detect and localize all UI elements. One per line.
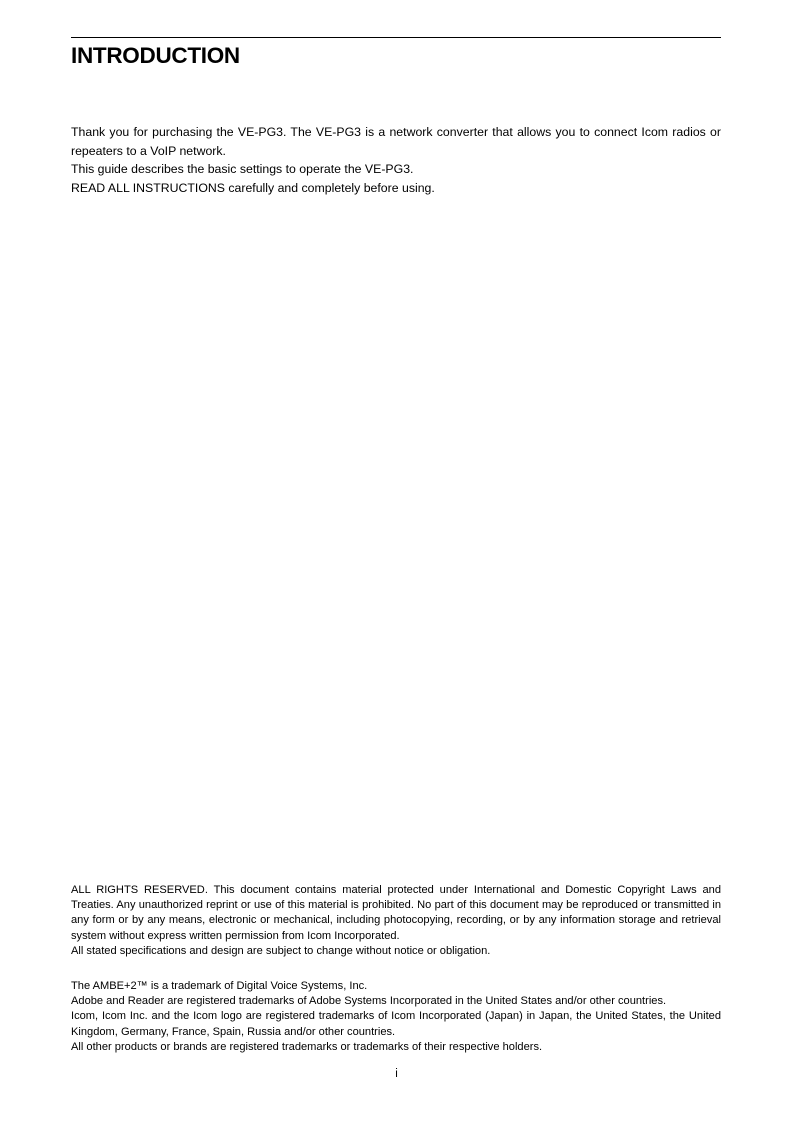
- trademark-icom-text: Icom, Icom Inc. and the Icom logo are registered trademarks of Icom Incorporated (Japan) in Japan, the United States, the United Kingdom, Germany, France, Spain, Russia and/or other countries.: [71, 1010, 721, 1038]
- trademark-ambe-text: The AMBE+2™ is a trademark of Digital Voice Systems, Inc.: [71, 980, 368, 992]
- rights-reserved-text: ALL RIGHTS RESERVED. This document contains material protected under International and Domestic Copyright Laws and Treaties. Any unauthorized reprint or use of this material is prohibited. No part of this document may be reproduced or transmitted in any form or by any means, electronic or mechanical, including photocopying, recording, or by any information storage and retrieval system without express written permission from Icom Incorporated.: [71, 884, 721, 942]
- trademark-adobe-text: Adobe and Reader are registered trademarks of Adobe Systems Incorporated in the United States and/or other countries.: [71, 995, 667, 1008]
- intro-paragraph-read-instructions: READ ALL INSTRUCTIONS carefully and completely before using.: [71, 181, 435, 196]
- header-rule: [71, 37, 721, 38]
- intro-paragraph-thanks: Thank you for purchasing the VE-PG3. The VE-PG3 is a network converter that allows you to connect Icom radios or repeaters to a VoIP network.: [71, 125, 721, 158]
- specifications-notice-text: All stated specifications and design are subject to change without notice or obligation.: [71, 944, 491, 957]
- trademark-other-text: All other products or brands are registered trademarks or trademarks of their respective holders.: [71, 1040, 543, 1053]
- page-number: i: [395, 1068, 398, 1080]
- page-title: INTRODUCTION: [71, 43, 240, 68]
- copyright-notice: [71, 883, 721, 959]
- intro-section: [71, 123, 721, 198]
- intro-paragraph-guide: This guide describes the basic settings to operate the VE-PG3.: [71, 162, 414, 177]
- trademark-notices: [71, 979, 721, 1055]
